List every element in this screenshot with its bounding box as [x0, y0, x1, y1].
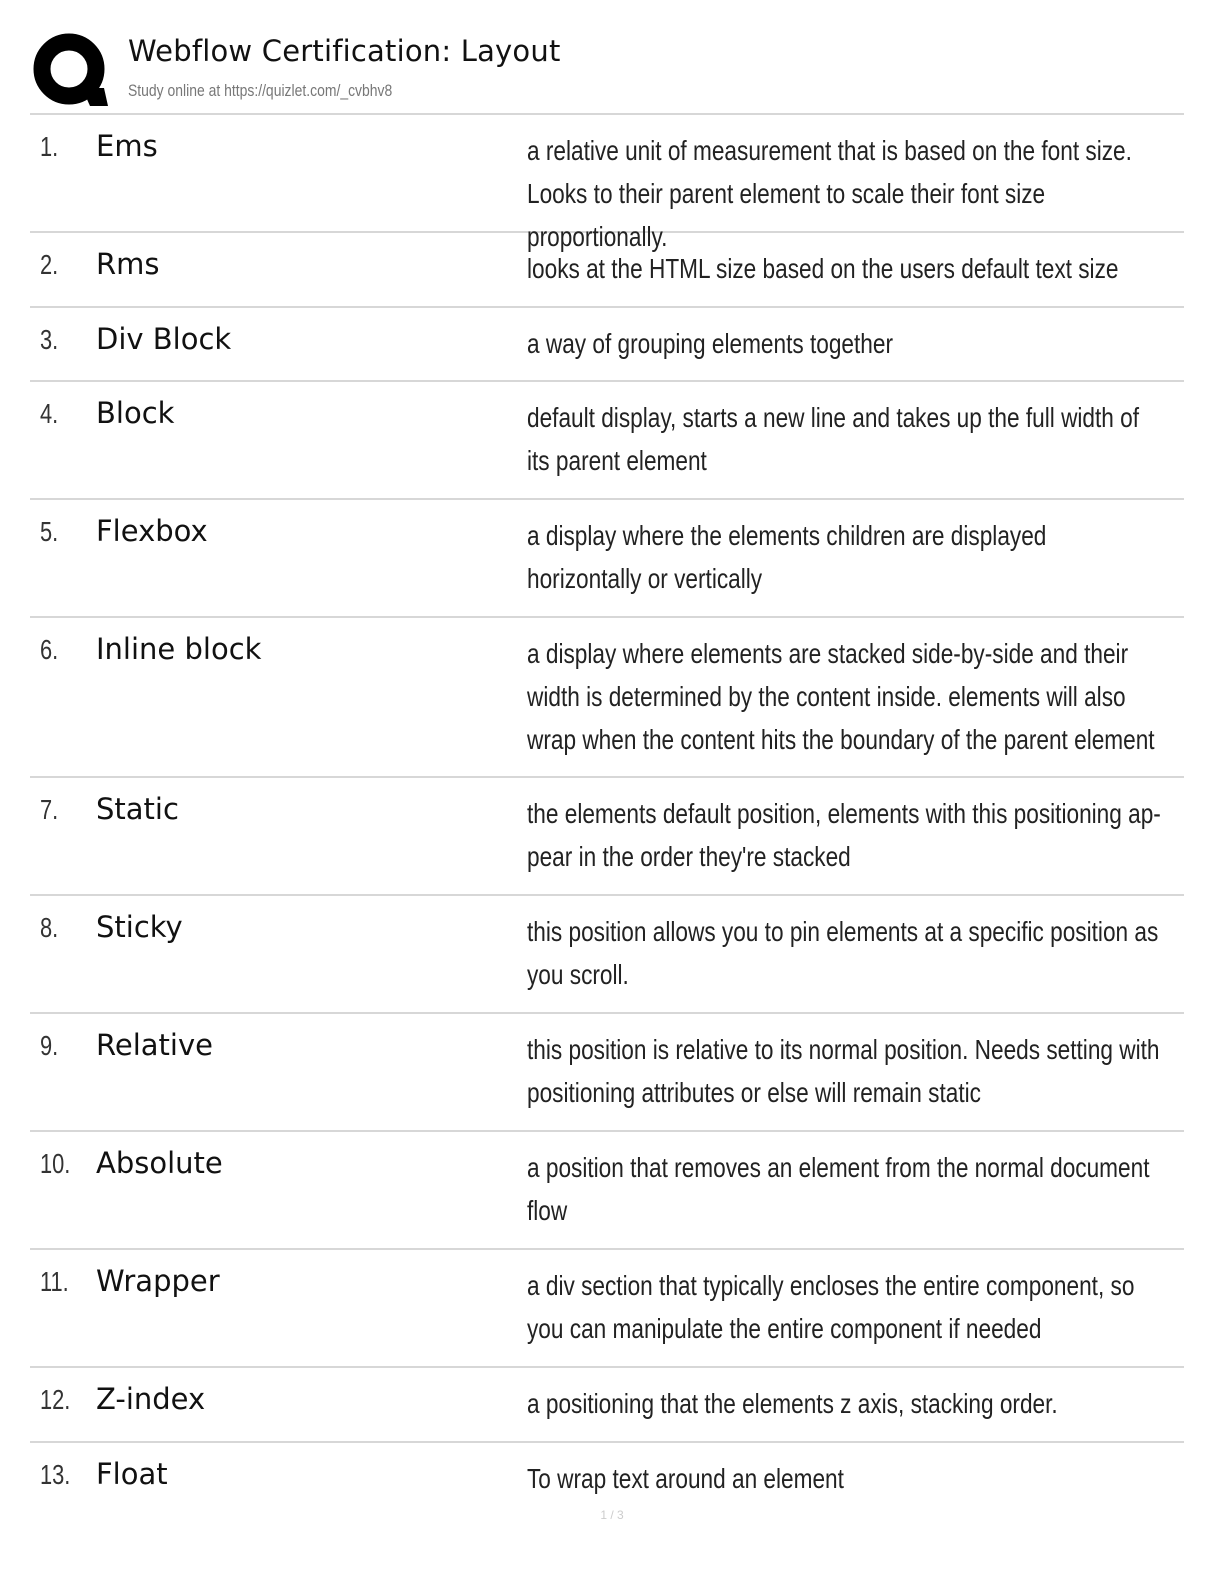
- page-header: [30, 28, 1184, 112]
- card-row: [30, 1250, 1184, 1368]
- card-number: 5.: [40, 516, 59, 547]
- card-number: 13.: [40, 1459, 71, 1490]
- card-definition: a display where the elements children are displayed horizontally or vertically: [527, 520, 1047, 594]
- card-number: 11.: [40, 1266, 69, 1297]
- card-definition: a relative unit of measurement that is based on the font size. Looks to their parent element to scale their font size proportionally.: [527, 135, 1132, 252]
- card-term: Rms: [96, 247, 160, 281]
- card-number: 9.: [40, 1030, 59, 1061]
- card-definition: a way of grouping elements together: [527, 328, 893, 359]
- page-number: 1 / 3: [600, 1508, 624, 1522]
- card-number: 1.: [40, 131, 59, 162]
- card-term: Block: [96, 396, 175, 430]
- card-number: 3.: [40, 324, 59, 355]
- card-definition: To wrap text around an element: [527, 1463, 844, 1494]
- card-definition: a position that removes an element from the normal document flow: [527, 1152, 1150, 1226]
- card-number: 6.: [40, 634, 59, 665]
- card-row: [30, 500, 1184, 618]
- quizlet-logo-icon: [32, 32, 110, 110]
- card-row: [30, 1014, 1184, 1132]
- card-term: Sticky: [96, 910, 183, 944]
- card-number: 10.: [40, 1148, 71, 1179]
- card-number: 12.: [40, 1384, 71, 1415]
- card-row: [30, 1132, 1184, 1250]
- card-term: Z-index: [96, 1382, 206, 1416]
- card-number: 2.: [40, 249, 59, 280]
- card-number: 7.: [40, 794, 59, 825]
- card-row: [30, 115, 1184, 252]
- card-definition: this position allows you to pin elements at a specific position as you scroll.: [527, 916, 1159, 990]
- card-term: Absolute: [96, 1146, 223, 1180]
- card-definition: looks at the HTML size based on the users default text size: [527, 253, 1119, 284]
- card-row: [30, 1443, 1184, 1513]
- page-title: Webflow Certification: Layout: [128, 34, 561, 68]
- study-online-link[interactable]: Study online at https://quizlet.com/_cvbhv8: [128, 81, 393, 100]
- card-definition: the elements default position, elements with this positioning ap- pear in the order they're stacked: [527, 798, 1161, 872]
- card-definition: a div section that typically encloses the entire component, so you can manipulate the entire component if needed: [527, 1270, 1135, 1344]
- card-term: Flexbox: [96, 514, 208, 548]
- card-row: [30, 308, 1184, 382]
- card-definition: default display, starts a new line and takes up the full width of its parent element: [527, 402, 1140, 476]
- card-definition: a positioning that the elements z axis, stacking order.: [527, 1388, 1058, 1419]
- card-number: 8.: [40, 912, 59, 943]
- card-row: [30, 233, 1184, 308]
- card-term: Float: [96, 1457, 168, 1491]
- card-row: [30, 1368, 1184, 1443]
- card-number: 4.: [40, 398, 59, 429]
- card-definition: this position is relative to its normal position. Needs setting with positioning attributes or else will remain static: [527, 1034, 1160, 1108]
- card-term: Inline block: [96, 632, 262, 666]
- card-row: [30, 618, 1184, 778]
- card-term: Relative: [96, 1028, 213, 1062]
- card-term: Div Block: [96, 322, 232, 356]
- card-row: [30, 896, 1184, 1014]
- flashcard-list: [30, 113, 1184, 1513]
- card-row: [30, 778, 1184, 896]
- card-term: Ems: [96, 129, 158, 163]
- card-term: Static: [96, 792, 179, 826]
- card-definition: a display where elements are stacked side-by-side and their width is determined by the content inside. elements will also wrap when the content hits the boundary of the parent element: [527, 638, 1155, 755]
- card-row: [30, 382, 1184, 500]
- card-term: Wrapper: [96, 1264, 220, 1298]
